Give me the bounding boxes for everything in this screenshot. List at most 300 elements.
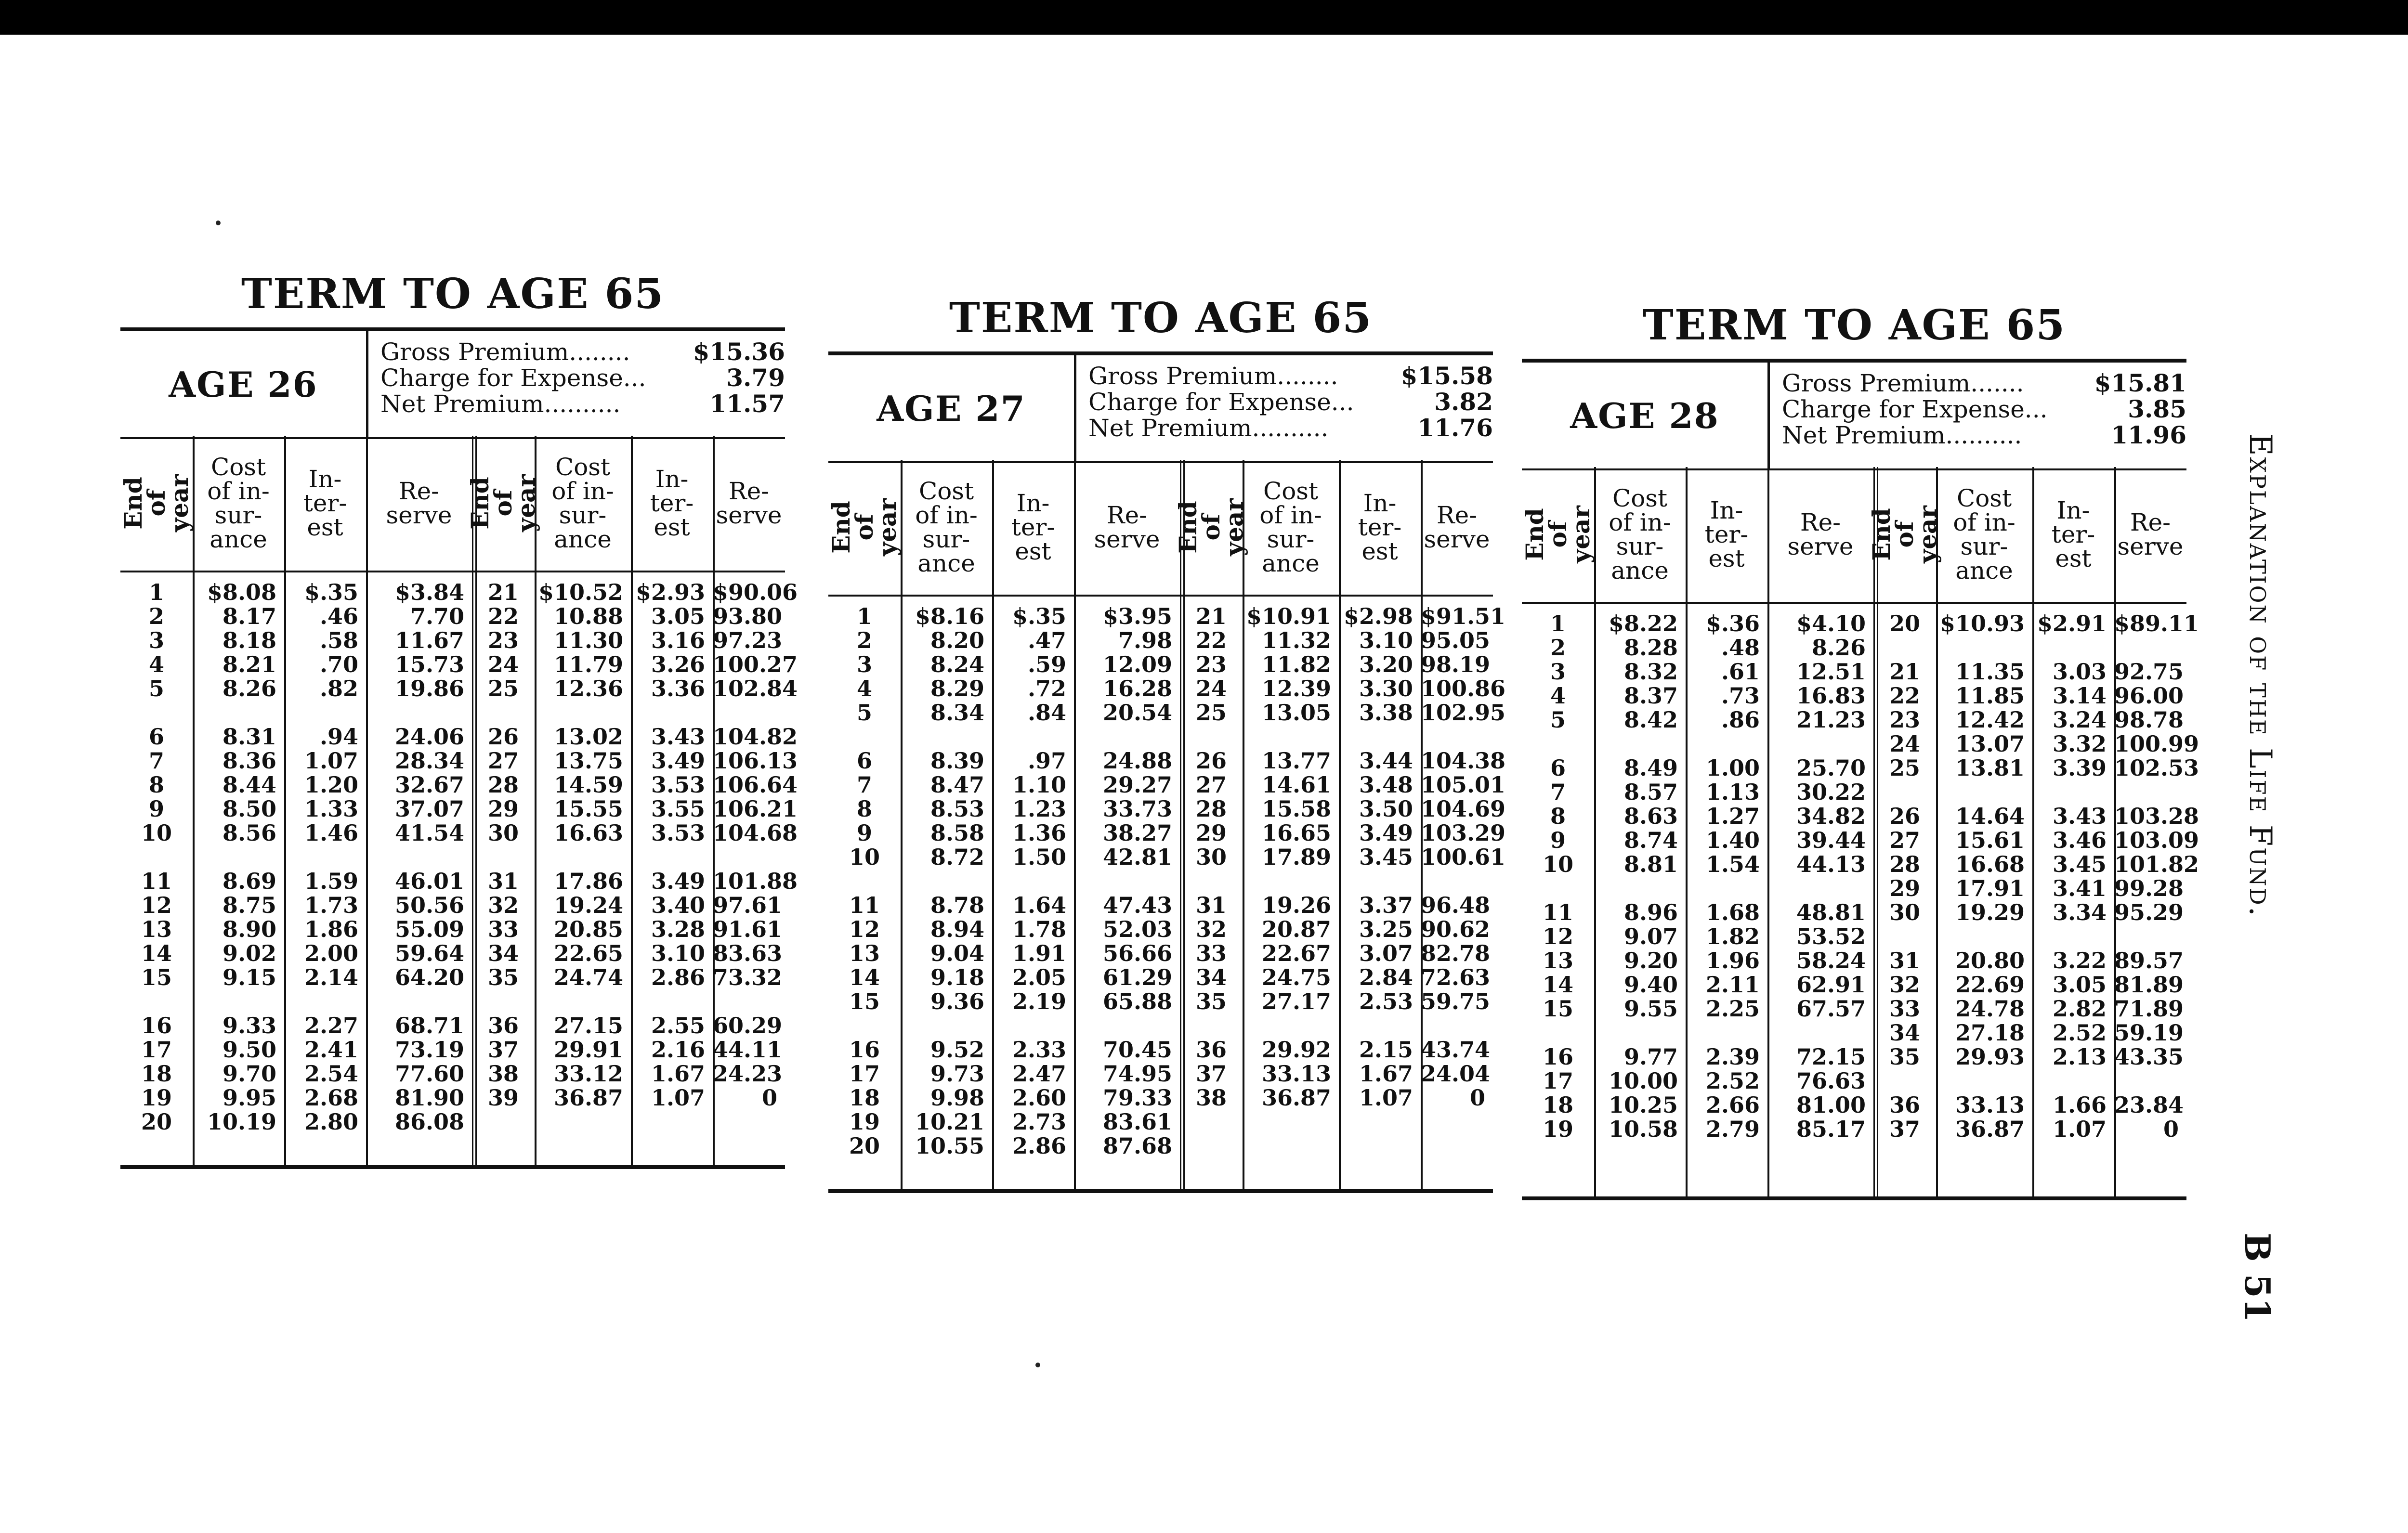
table-cell: 31: [487, 868, 519, 894]
table-cell: [535, 701, 623, 725]
table-cell: 101.82: [2114, 851, 2199, 877]
column-header: Cost of in- sur- ance: [193, 436, 284, 572]
panel-header: [1522, 359, 2186, 470]
running-title-text: Explanation of the Life Fund.: [2242, 433, 2278, 918]
premium-label: Gross Premium........: [1088, 362, 1338, 390]
table-cell: 27.15: [553, 1013, 623, 1039]
table-cell: 3.24: [2052, 707, 2107, 733]
table-cell: 2.66: [1705, 1092, 1760, 1118]
table-cell: 13.75: [553, 748, 623, 774]
table-cell: 2.55: [651, 1013, 705, 1039]
table-cell: 3.25: [1359, 916, 1413, 942]
table-cell: [1594, 876, 1678, 900]
table-cell: 92.75: [2114, 659, 2184, 685]
table-column: [1522, 467, 1596, 1196]
table-cell: [193, 701, 276, 725]
table-cell: 2.15: [1359, 1037, 1413, 1063]
table-cell: 1.82: [1705, 923, 1760, 949]
premium-value: 11.96: [2111, 421, 2186, 449]
table-cell: 10.58: [1608, 1116, 1678, 1142]
table-cell: 25: [487, 676, 519, 702]
panel-header: [120, 327, 785, 439]
table-cell: [828, 869, 901, 893]
table-cell: 3.07: [1359, 940, 1413, 966]
column-header: Re- serve: [713, 436, 785, 572]
table-cell: [1339, 869, 1413, 893]
table-cell: [631, 845, 705, 869]
table-cell: [120, 701, 193, 725]
table-cell: 12.42: [1955, 707, 2025, 733]
table-cell: 8.78: [930, 892, 984, 918]
column-values: [828, 604, 901, 1158]
table-cell: 8.39: [930, 748, 984, 774]
table-cell: 6: [148, 724, 164, 750]
premium-value: 3.79: [726, 364, 785, 392]
table-cell: 8.42: [1623, 707, 1678, 733]
table-cell: 3.41: [2052, 875, 2107, 901]
table-cell: $2.91: [2037, 611, 2107, 637]
table-cell: 1.40: [1705, 827, 1760, 853]
table-cell: [2114, 924, 2179, 948]
table-cell: 3.49: [651, 868, 705, 894]
table-column: [120, 436, 195, 1165]
table-cell: 8.47: [930, 772, 984, 798]
table-cell: 37: [487, 1037, 519, 1063]
table-column: [284, 436, 368, 1165]
column-header-text: End of year: [466, 474, 540, 532]
table-cell: 3.43: [651, 724, 705, 750]
table-cell: 3.10: [651, 940, 705, 966]
table-cell: 11.35: [1955, 659, 2025, 685]
table-cell: 10.55: [915, 1133, 984, 1159]
table-cell: 9.40: [1623, 972, 1678, 998]
premium-label: Charge for Expense...: [1088, 388, 1354, 416]
table-cell: 3: [148, 627, 164, 653]
table-cell: 19: [141, 1085, 172, 1111]
table-cell: 2.68: [304, 1085, 358, 1111]
column-header: [1522, 467, 1594, 604]
table-cell: 20.87: [1261, 916, 1331, 942]
table-cell: 11.79: [553, 651, 623, 677]
table-cell: [1522, 732, 1594, 756]
table-cell: [1339, 1013, 1413, 1038]
table-cell: [631, 989, 705, 1013]
table-cell: 100.99: [2114, 731, 2199, 757]
table-cell: 0: [1469, 1085, 1485, 1111]
table-cell: 25: [1889, 755, 1920, 781]
table-cell: 1.96: [1705, 948, 1760, 974]
column-header: [1867, 467, 1942, 604]
table-cell: 1.36: [1012, 820, 1066, 846]
table-cell: 24.78: [1955, 996, 2025, 1022]
table-cell: [1767, 876, 1866, 900]
table-cell: 8.56: [222, 820, 276, 846]
table-cell: [1522, 876, 1594, 900]
table-cell: 9.52: [930, 1037, 984, 1063]
table-cell: 28: [1889, 851, 1920, 877]
premium-summary: [380, 339, 785, 417]
column-header: [1174, 460, 1248, 597]
table-cell: 22.65: [553, 940, 623, 966]
table-cell: 8.44: [222, 772, 276, 798]
table-cell: 3.43: [2052, 803, 2107, 829]
table-cell: 74.95: [1102, 1061, 1172, 1087]
table-cell: 81.00: [1796, 1092, 1866, 1118]
table-cell: .86: [1721, 707, 1760, 733]
table-cell: 11.85: [1955, 683, 2025, 709]
table-cell: 1: [1550, 611, 1566, 637]
table-cell: 3.50: [1359, 796, 1413, 822]
column-header: Cost of in- sur- ance: [1936, 467, 2032, 604]
table-cell: 11: [1542, 899, 1573, 925]
column-header-text: End of year: [1867, 506, 1942, 563]
table-cell: [1421, 1013, 1485, 1038]
table-cell: 6: [856, 748, 872, 774]
table-cell: 38: [487, 1061, 519, 1087]
premium-label: Net Premium..........: [1088, 414, 1329, 442]
column-header: Re- serve: [1421, 460, 1493, 597]
table-cell: 2.73: [1012, 1109, 1066, 1135]
table-cell: 3.32: [2052, 731, 2107, 757]
table-cell: 27: [487, 748, 519, 774]
table-column: [992, 460, 1076, 1189]
column-values: [284, 580, 358, 1134]
table-cell: 8.29: [930, 676, 984, 702]
table-cell: 3.05: [2052, 972, 2107, 998]
premium-value: 3.82: [1434, 388, 1493, 416]
table-cell: 16.28: [1102, 676, 1172, 702]
table-cell: 5: [148, 676, 164, 702]
table-cell: 104.68: [713, 820, 798, 846]
table-cell: .97: [1027, 748, 1066, 774]
table-cell: 8.72: [930, 844, 984, 870]
table-column: [1686, 467, 1769, 1196]
table-cell: 8.81: [1623, 851, 1678, 877]
table-cell: 2: [148, 603, 164, 629]
table-cell: 14: [849, 964, 880, 990]
table-cell: 37: [1195, 1061, 1227, 1087]
table-cell: 8: [856, 796, 872, 822]
table-cell: $10.93: [1939, 611, 2025, 637]
table-cell: 13.81: [1955, 755, 2025, 781]
table-cell: 62.91: [1796, 972, 1866, 998]
table-cell: 4: [1550, 683, 1566, 709]
table-cell: [1686, 876, 1760, 900]
table-cell: 16: [141, 1013, 172, 1039]
table-cell: [1936, 1069, 2025, 1093]
table-cell: 76.63: [1796, 1068, 1866, 1094]
table-cell: [2114, 780, 2179, 804]
table-cell: $.35: [1012, 603, 1066, 629]
reserve-table: [119, 436, 798, 1169]
table-cell: 3.49: [651, 748, 705, 774]
table-cell: [1180, 1013, 1243, 1038]
table-cell: 15.58: [1261, 796, 1331, 822]
table-cell: 16: [1542, 1044, 1573, 1070]
table-cell: 38.27: [1102, 820, 1172, 846]
table-cell: 37: [1889, 1116, 1920, 1142]
table-cell: 29: [1195, 820, 1227, 846]
table-cell: 22.69: [1955, 972, 2025, 998]
column-values: [1594, 611, 1678, 1141]
table-cell: 8.90: [222, 916, 276, 942]
scan-top-border: [0, 0, 2408, 35]
table-cell: $8.22: [1608, 611, 1678, 637]
column-header: Re- serve: [366, 436, 472, 572]
table-cell: 24.04: [1421, 1061, 1491, 1087]
table-cell: 33.13: [1955, 1092, 2025, 1118]
table-column: [193, 436, 286, 1165]
table-cell: 1.13: [1705, 779, 1760, 805]
table-cell: 8: [1550, 803, 1566, 829]
table-cell: $4.10: [1796, 611, 1866, 637]
table-cell: 9.73: [930, 1061, 984, 1087]
table-cell: .48: [1721, 635, 1760, 661]
table-cell: 19: [849, 1109, 880, 1135]
table-cell: 34: [1889, 1020, 1920, 1046]
table-cell: [1421, 869, 1485, 893]
table-cell: 14: [1542, 972, 1573, 998]
table-cell: 17: [849, 1061, 880, 1087]
table-cell: 100.61: [1421, 844, 1506, 870]
table-column: [901, 460, 994, 1189]
table-cell: 0: [761, 1085, 777, 1111]
table-cell: 12: [1542, 923, 1573, 949]
premium-row: [1782, 370, 2186, 396]
table-cell: .70: [319, 651, 358, 677]
premium-row: [380, 339, 785, 365]
table-cell: 11: [141, 868, 172, 894]
table-cell: 4: [856, 676, 872, 702]
table-cell: 8.21: [222, 651, 276, 677]
table-cell: [1767, 732, 1866, 756]
panel-title: TERM TO AGE 65: [1642, 301, 2066, 350]
table-cell: 2.11: [1705, 972, 1760, 998]
table-cell: 37.07: [394, 796, 464, 822]
table-cell: 14.64: [1955, 803, 2025, 829]
table-cell: [1594, 1021, 1678, 1045]
table-cell: 95.05: [1421, 627, 1491, 653]
table-cell: 2.14: [304, 964, 358, 990]
table-cell: 1.20: [304, 772, 358, 798]
table-cell: [284, 701, 358, 725]
premium-summary: [1088, 363, 1493, 441]
column-values: [366, 580, 464, 1134]
table-cell: 33.12: [553, 1061, 623, 1087]
table-cell: 8.75: [222, 892, 276, 918]
table-cell: 8.34: [930, 700, 984, 726]
table-cell: 43.35: [2114, 1044, 2184, 1070]
column-header: In- ter- est: [2032, 467, 2114, 604]
table-cell: .94: [319, 724, 358, 750]
table-cell: 8.17: [222, 603, 276, 629]
table-cell: 8.74: [1623, 827, 1678, 853]
table-cell: 30.22: [1796, 779, 1866, 805]
table-cell: 19.86: [394, 676, 464, 702]
table-cell: 2.86: [651, 964, 705, 990]
reserve-table: [1520, 467, 2199, 1200]
table-cell: 70.45: [1102, 1037, 1172, 1063]
table-cell: 2.05: [1012, 964, 1066, 990]
column-header: In- ter- est: [284, 436, 366, 572]
table-cell: 29.91: [553, 1037, 623, 1063]
table-cell: $8.08: [207, 579, 276, 605]
table-column: [713, 436, 798, 1165]
table-cell: .59: [1027, 651, 1066, 677]
table-cell: 98.78: [2114, 707, 2184, 733]
table-cell: 8.20: [930, 627, 984, 653]
table-cell: [1180, 725, 1243, 749]
table-column: [631, 436, 715, 1165]
premium-label: Charge for Expense...: [1782, 395, 2048, 423]
table-cell: [366, 989, 464, 1013]
table-cell: 11.67: [394, 627, 464, 653]
table-cell: [901, 1013, 984, 1038]
table-cell: 12: [141, 892, 172, 918]
table-cell: 81.89: [2114, 972, 2184, 998]
table-cell: 2: [1550, 635, 1566, 661]
table-cell: [535, 989, 623, 1013]
table-cell: [535, 845, 623, 869]
table-cell: 30: [1195, 844, 1227, 870]
table-cell: 34: [487, 940, 519, 966]
table-cell: 82.78: [1421, 940, 1491, 966]
table-cell: 12: [849, 916, 880, 942]
table-cell: 97.61: [713, 892, 783, 918]
table-cell: 32: [1195, 916, 1227, 942]
column-values: [2032, 611, 2107, 1141]
table-cell: 44.11: [713, 1037, 783, 1063]
premium-row: [1782, 422, 2186, 448]
table-cell: .73: [1721, 683, 1760, 709]
table-cell: 32: [487, 892, 519, 918]
column-header-text: End of year: [1520, 506, 1595, 563]
table-cell: 64.20: [394, 964, 464, 990]
table-cell: 23.84: [2114, 1092, 2184, 1118]
column-values: [1180, 604, 1243, 1110]
age-label: AGE 26: [120, 331, 368, 437]
table-cell: 1.50: [1012, 844, 1066, 870]
table-cell: 1: [856, 603, 872, 629]
table-cell: 102.53: [2114, 755, 2199, 781]
table-cell: 104.38: [1421, 748, 1506, 774]
column-values: [631, 580, 705, 1110]
table-cell: 24.23: [713, 1061, 783, 1087]
table-cell: 8.96: [1623, 899, 1678, 925]
table-cell: 2.19: [1012, 988, 1066, 1014]
table-cell: 16.63: [553, 820, 623, 846]
table-cell: 6: [1550, 755, 1566, 781]
table-cell: [992, 1013, 1066, 1038]
table-column: [828, 460, 903, 1189]
table-cell: 2.47: [1012, 1061, 1066, 1087]
table-cell: $91.51: [1421, 603, 1506, 629]
table-cell: 8.26: [222, 676, 276, 702]
column-header-text: End of year: [827, 498, 902, 556]
table-cell: [1243, 725, 1331, 749]
table-cell: .82: [319, 676, 358, 702]
age-label: AGE 27: [828, 355, 1076, 461]
table-cell: [366, 701, 464, 725]
table-cell: 1.73: [304, 892, 358, 918]
table-cell: [120, 845, 193, 869]
table-cell: $3.84: [394, 579, 464, 605]
column-header: Re- serve: [2114, 467, 2186, 604]
table-cell: 39: [487, 1085, 519, 1111]
table-cell: 99.28: [2114, 875, 2184, 901]
table-cell: [1686, 732, 1760, 756]
table-cell: 13: [1542, 948, 1573, 974]
table-cell: [1243, 869, 1331, 893]
table-cell: 11.30: [553, 627, 623, 653]
table-cell: [2032, 636, 2107, 660]
table-cell: 3.44: [1359, 748, 1413, 774]
table-cell: 9: [856, 820, 872, 846]
table-cell: 30: [1889, 899, 1920, 925]
table-cell: 24.75: [1261, 964, 1331, 990]
table-cell: 73.32: [713, 964, 783, 990]
premium-summary: [1782, 370, 2186, 448]
table-cell: [284, 989, 358, 1013]
table-cell: 12.39: [1261, 676, 1331, 702]
table-cell: 3.55: [651, 796, 705, 822]
table-cell: 1.07: [2052, 1116, 2107, 1142]
table-cell: 10.88: [553, 603, 623, 629]
table-cell: 17.91: [1955, 875, 2025, 901]
table-cell: 3.26: [651, 651, 705, 677]
table-cell: 11: [849, 892, 880, 918]
table-cell: 42.81: [1102, 844, 1172, 870]
table-cell: 14.61: [1261, 772, 1331, 798]
column-header: [828, 460, 901, 597]
table-cell: [193, 845, 276, 869]
table-cell: 9: [1550, 827, 1566, 853]
table-cell: 9.33: [222, 1013, 276, 1039]
table-cell: 59.75: [1421, 988, 1491, 1014]
table-cell: $10.91: [1246, 603, 1331, 629]
table-column: [1074, 460, 1185, 1189]
table-cell: 48.81: [1796, 899, 1866, 925]
table-cell: 29: [487, 796, 519, 822]
premium-label: Net Premium..........: [1782, 421, 2022, 449]
table-cell: 9.07: [1623, 923, 1678, 949]
rate-panel-2: [827, 294, 1506, 1208]
table-cell: [713, 845, 777, 869]
table-cell: [366, 845, 464, 869]
table-cell: 1.54: [1705, 851, 1760, 877]
column-values: [472, 580, 535, 1110]
table-cell: 16: [849, 1037, 880, 1063]
table-cell: 8.69: [222, 868, 276, 894]
table-cell: 10.00: [1608, 1068, 1678, 1094]
table-cell: 26: [1889, 803, 1920, 829]
table-column: [2114, 467, 2199, 1196]
table-cell: 3.20: [1359, 651, 1413, 677]
table-cell: 36.87: [1261, 1085, 1331, 1111]
table-cell: 1.23: [1012, 796, 1066, 822]
table-cell: 3.38: [1359, 700, 1413, 726]
table-cell: 9.50: [222, 1037, 276, 1063]
column-header: [120, 436, 193, 572]
table-cell: 22.67: [1261, 940, 1331, 966]
table-cell: [1767, 1021, 1866, 1045]
table-cell: [1522, 1021, 1594, 1045]
premium-value: $15.58: [1400, 362, 1493, 390]
table-cell: 86.08: [394, 1109, 464, 1135]
table-cell: 1.67: [1359, 1061, 1413, 1087]
table-cell: [992, 869, 1066, 893]
table-cell: 9.02: [222, 940, 276, 966]
